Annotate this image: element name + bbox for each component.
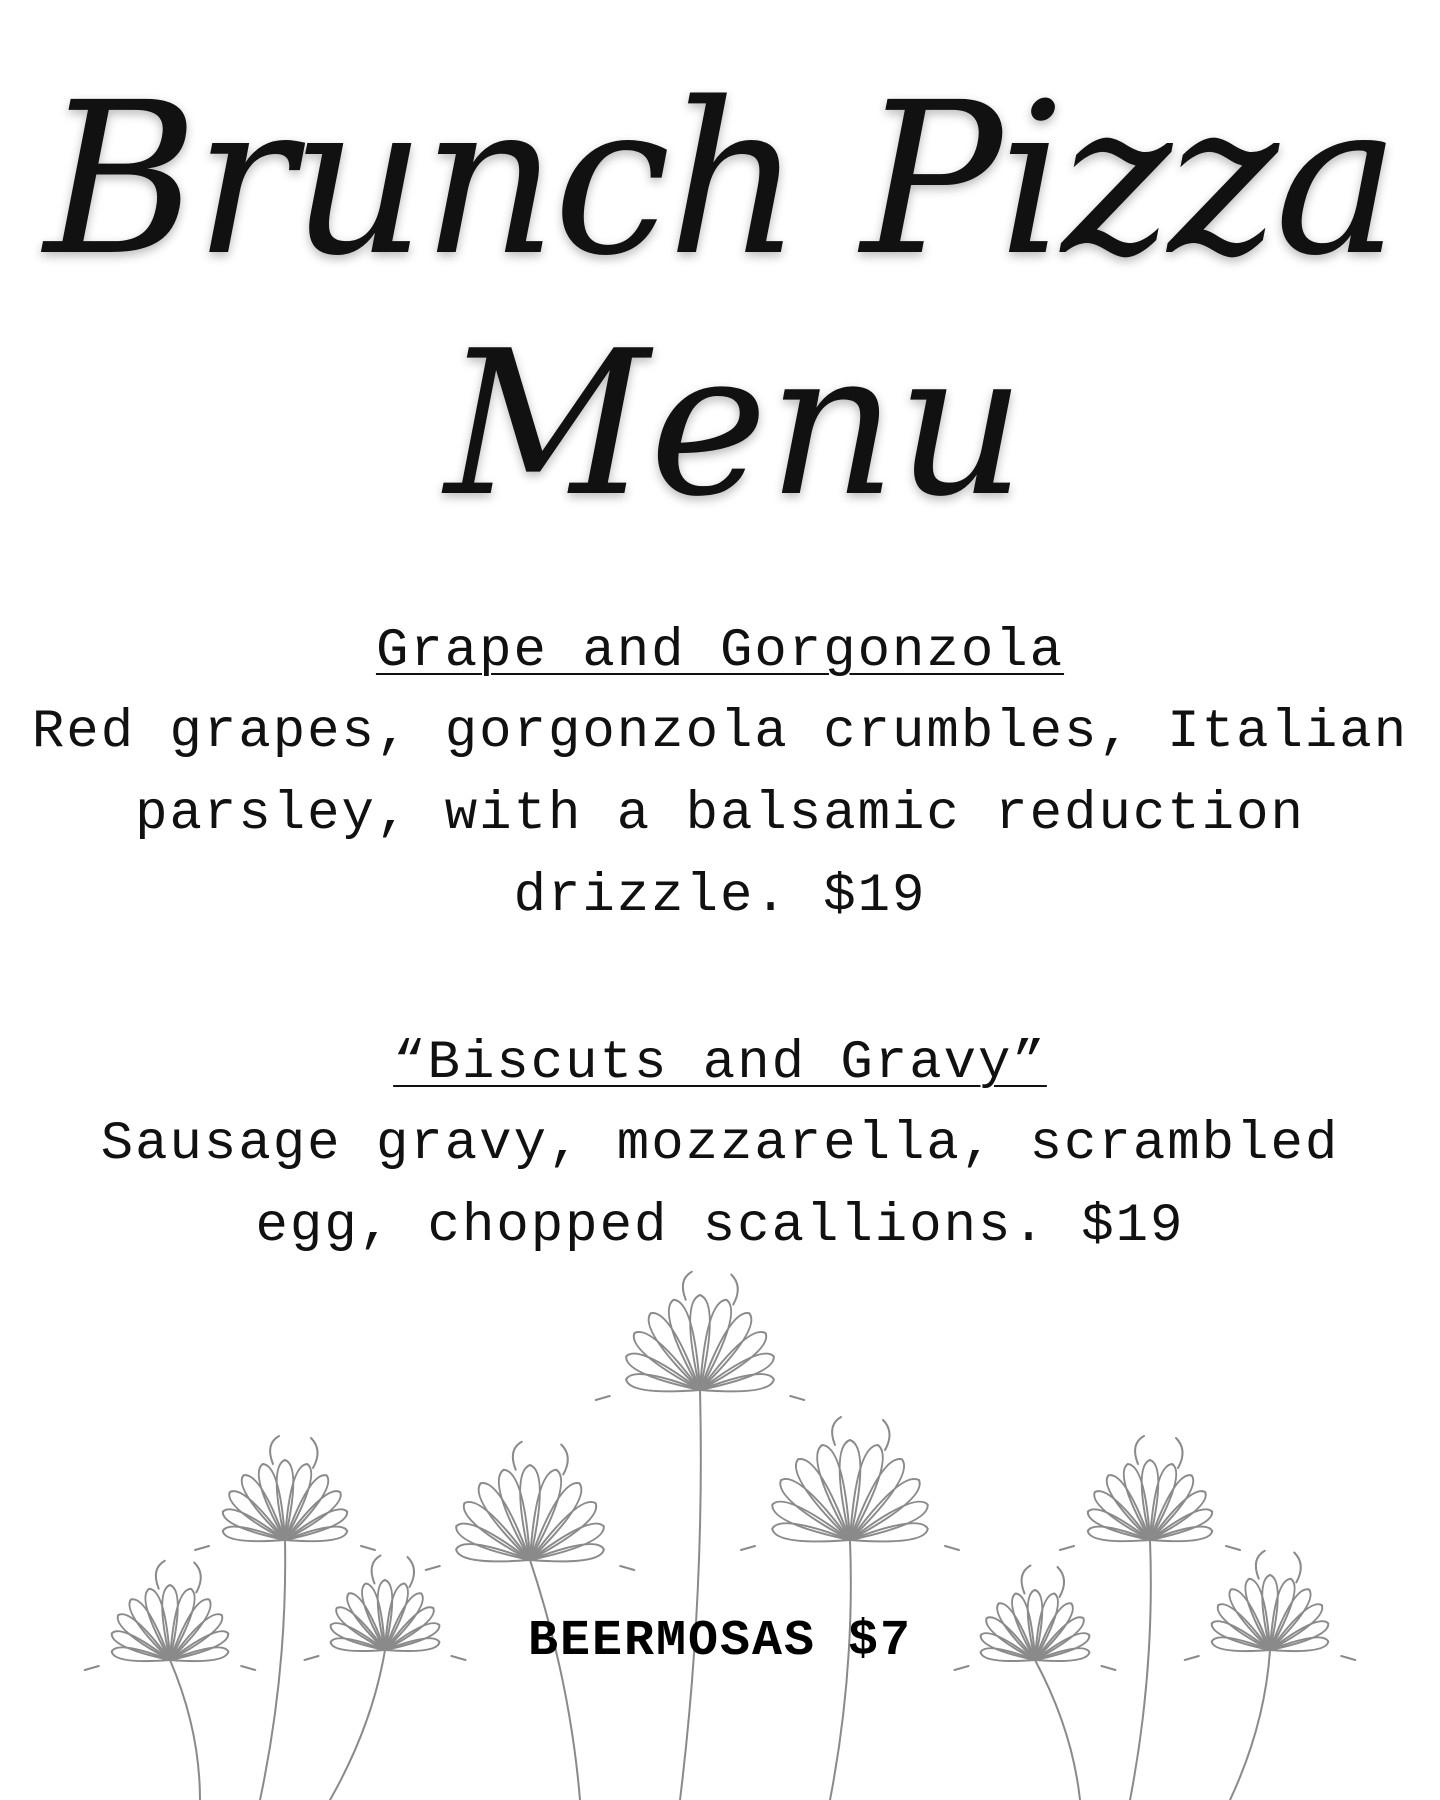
flower-line-art-icon — [0, 1220, 1440, 1800]
flower-icon — [741, 1417, 959, 1800]
flower-icon — [1185, 1551, 1356, 1800]
menu-item-name: Grape and Gorgonzola — [375, 621, 1065, 682]
flower-icon — [305, 1556, 466, 1800]
menu-item-description: Sausage gravy, mozzarella, scrambled egg, chopped scallions. $19 — [100, 1114, 1340, 1257]
flower-icon — [955, 1566, 1116, 1800]
menu-title: Brunch Pizza — [44, 57, 1396, 302]
menu-item-grape-gorgonzola — [0, 612, 1440, 938]
flower-icon — [596, 1272, 805, 1800]
menu-item-name: “Biscuts and Gravy” — [393, 1033, 1047, 1094]
drink-special: BEERMOSAS $7 — [527, 1613, 913, 1670]
menu-subtitle: Menu — [444, 308, 1026, 541]
menu-item-description: Red grapes, gorgonzola crumbles, Italian parsley, with a balsamic reduction drizzle. $19 — [31, 702, 1409, 927]
flower-icon — [85, 1561, 256, 1800]
